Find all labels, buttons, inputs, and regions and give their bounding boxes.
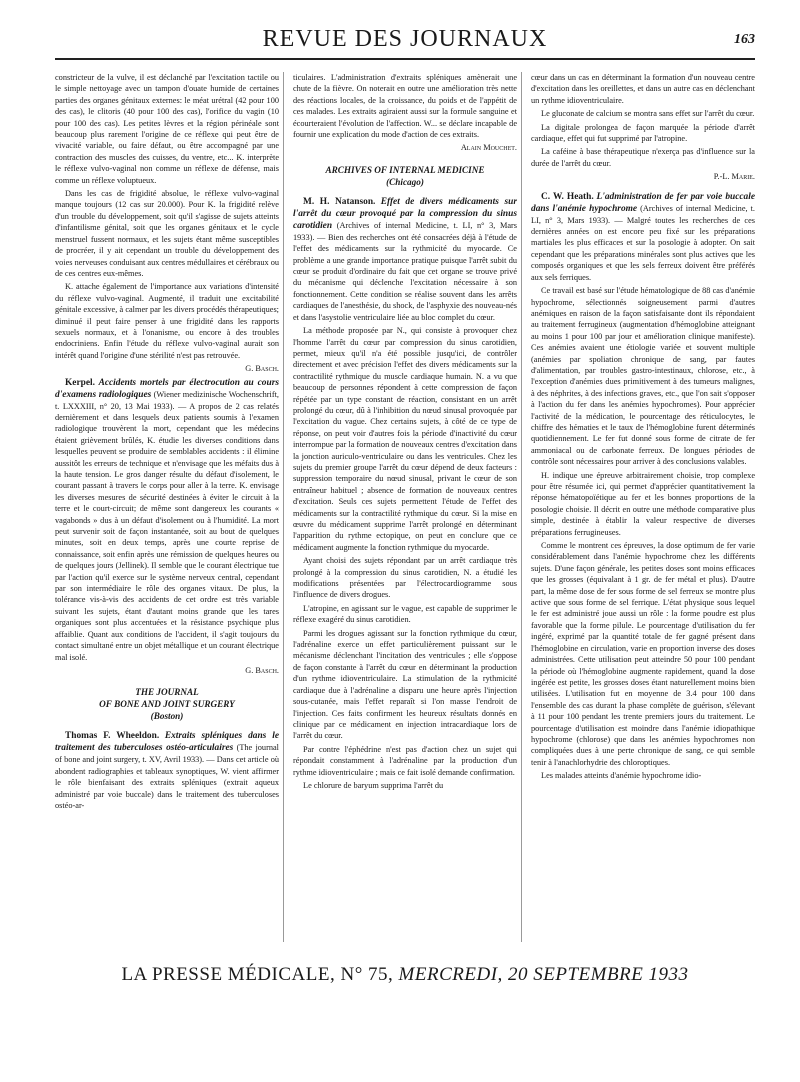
article-author: C. W. Heath. [541, 191, 594, 202]
paragraph: La digitale prolongea de façon marquée la période d'arrêt cardiaque, effet qui fut supprimé par l'atropine. [531, 122, 755, 144]
author-signature: G. Basch. [245, 665, 279, 675]
article-body: (Wiener medizinische Wochenschrift, t. LXXXIII, n° 20, 13 Mai 1933). — A propos de 2 cas relatés dernièrement et dans lesquels deux patients soumis à l'examen radiologique trouvèrent la mort, cependant que les médecins étaient grièvement brûlés, K. étudie les diverses conditions dans lesquelles peuvent se produire de semblables accidents : il élimine aussitôt les erreurs de technique et n'envisage que les méfaits dus à la haute tension. Le gros danger résulte du défaut d'isolement, le courant passant à travers le corps pour aller à la terre. K. envisage les diverses mesures de sécurité destinées à éviter le circuit à la terre et le court-circuit; de même sont dangereux les courants « vagabonds » dus à un défaut d'isolement ou à l'humidité. La mort peut survenir soit de façon instantanée, soit au bout de quelques minutes, soit en deux temps, après une courte reprise de connaissance, soit enfin après une rémission de quelques heures ou de quelques jours (Jellinek). Il semble que le courant électrique tue par l'action qu'il exerce sur le système nerveux central, cependant par son intermédiaire le rôle des organes vitaux. De plus, la tolérance vis-à-vis des accidents de cet ordre est très variable suivant les sujets, étant d'autant moins grande que les tares organiques sont plus accentuées et la résistance psychique plus affaiblie. Quant aux conditions de l'accident, il s'agit toujours du contact simultané entre un objet métallique et un courant électrique mal isolé. [55, 389, 279, 662]
journal-name: OF BONE AND JOINT SURGERY [99, 699, 235, 710]
paragraph: cœur dans un cas en déterminant la formation d'un nouveau centre d'excitation dans les oreillettes, et dans un autre cas en déclenchant un rythme idioventriculaire. [531, 73, 755, 105]
paragraph: L'atropine, en agissant sur le vague, est capable de supprimer le réflexe exagéré du sinus carotidien. [293, 603, 517, 625]
article-body: (Archives of internal Medicine, t. LI, n° 3, Mars 1933). — Bien des recherches ont été consacrées déjà à l'étude de l'effet des médicaments sur la rythmicité du myocarde. Ce problème a une grande importance pratique puisque l'arrêt subit du cœur se produit d'ordinaire du fait que cet organe se trouve privé du mécanisme qui déclenche l'excitation nécessaire à son fonctionnement. Cette condition se réalise souvent dans les arrêts cardiaques de l'anesthésie, du shock, de l'asphyxie des nouveau-nés et dans l'asystolie ventriculaire liée au bloc complet du cœur. [293, 220, 517, 322]
page-header [55, 22, 755, 62]
paragraph: constricteur de la vulve, il est déclanché par l'excitation tactile ou le simple nettoyage avec un tampon d'ouate humide de certaines parties des organes génitaux externes: le méat urétral (42 pour 100 des cas), le clitoris (40 pour 100 des cas), l'orifice du vagin (10 pour 100 des cas). Les petites lèvres et la région périnéale sont beaucoup plus rarement l'origine de ce réflexe qui peut être de vivacité variable, ou faire défaut, ou être accompagné par une contraction des muscles des cuisses, du ventre, etc... K. interprète le réflexe vulvo-vaginal non comme un réflexe de défense, mais comme un réflexe voluptueux. [55, 73, 279, 185]
paragraph: Dans les cas de frigidité absolue, le réflexe vulvo-vaginal manque toujours (12 cas sur 20.000). Pour K. la frigidité relève d'un trouble du développement, soit qu'il s'agisse de sujets atteints d'infantilisme génital, soit que les organes génitaux et le cycle menstruel fussent normaux, et les sujets étant même susceptibles de procréer, il y ait cependant un trouble du développement des voies nerveuses conduisant aux centres médullaires et cérébraux ou de ces centres eux-mêmes. [55, 189, 279, 278]
article-columns [55, 72, 755, 952]
author-signature: P.-L. Marie. [713, 172, 755, 182]
paragraph: Le gluconate de calcium se montra sans effet sur l'arrêt du cœur. [541, 109, 755, 119]
header-rule [55, 58, 755, 60]
paragraph: Les malades atteints d'anémie hypochrome idio- [541, 771, 702, 781]
column-middle [293, 72, 517, 952]
footer-date: MERCREDI, 20 SEPTEMBRE 1933 [398, 964, 689, 985]
journal-heading [55, 686, 279, 722]
paragraph: Par contre l'éphédrine n'est pas d'action chez un sujet qui répondait constamment à l'adrénaline par la production d'un rythme idioventriculaire ; mais ce fait isolé demande confirmation. [293, 744, 517, 777]
article-author: M. H. Natanson. [303, 196, 376, 207]
column-right [531, 72, 755, 952]
page-number: 163 [734, 32, 755, 47]
column-left [55, 72, 279, 952]
article-entry [55, 377, 279, 663]
paragraph: Parmi les drogues agissant sur la fonction rythmique du cœur, l'adrénaline exerce un effet particulièrement puissant sur le mécanisme déclenchant l'incitation des ventricules ; elle s'oppose de façon constante à l'arrêt du cœur en déterminant la production d'un rythme idioventriculaire. La stimulation de la rythmicité cardiaque due à l'adrénaline a disparu une heure après l'injection sous-cutanée, mais l'effet reparaît si l'on masse l'endroit de l'injection. Ces faits confirment les heureux résultats donnés en clinique par ce médicament en injection intracardiaque lors de l'arrêt du cœur. [293, 628, 517, 741]
paragraph: La caféine à base thérapeutique n'exerça pas d'influence sur la durée de l'arrêt du cœur. [531, 147, 755, 168]
article-entry [55, 730, 279, 811]
paragraph: H. indique une épreuve arbitrairement choisie, trop complexe pour être résumée ici, qui permet d'apprécier quantitativement la réponse hématopoïétique au fer et les bonnes proportions de la posologie choisie. Il décrit en outre une méthode comparative plus simple, destinée à établir la valeur respective de diverses préparations ferrugineuses. [531, 470, 755, 537]
author-signature: Alain Mouchet. [460, 143, 517, 153]
footer-issue-number: N° 75, [340, 964, 394, 985]
journal-city: (Boston) [150, 711, 184, 722]
footer-journal: LA PRESSE MÉDICALE, [121, 964, 336, 985]
article-author: Kerpel. [65, 377, 95, 388]
page-footer [55, 964, 755, 992]
paragraph: La méthode proposée par N., qui consiste à provoquer chez l'homme l'arrêt du cœur par compression du sinus carotidien, permet, mieux qu'il n'a été possible jusqu'ici, de contrôler directement et avec précision l'effet des divers médicaments sur la contractilité rythmique du muscle cardiaque humain. N. a vu que beaucoup de personnes répondent à cette compression de façon répétée par un type constant de réaction, consistant en un arrêt prolongé du cœur, dû à l'inhibition du nœud sinusal provoquée par l'excitation du vague. Chez certains sujets, à côté de ce type de réponse, on peut voir d'autres fois la période d'inactivité du cœur interrompue par la formation de nouveaux centres d'excitation dans la jonction auriculo-ventriculaire ou dans les ventricules. Chez les sujets du premier groupe l'arrêt du cœur dépend de deux facteurs : suppression temporaire du nœud sinusal, privant le cœur de son entraîneur habituel ; absence de formation de nouveaux centres d'excitation. Seuls ces sujets permettent l'étude de l'effet des médicaments sur la contractilité rythmique du cœur. Si la mise en œuvre du médicament supprime l'arrêt prolongé en déterminant l'apparition du rythme ectopique, on peut en conclure que ce médicament augmente la fonction rythmique du myocarde. [293, 326, 517, 552]
journal-city: (Chicago) [386, 176, 424, 187]
article-entry [293, 196, 517, 323]
author-signature: G. Basch. [245, 364, 279, 374]
journal-heading [293, 164, 517, 188]
paragraph: K. attache également de l'importance aux variations d'intensité du réflexe vulvo-vaginal. Augmenté, il traduit une excitabilité génitale excessive, à calmer par les divers procédés thérapeutiques; diminué il peut faire penser à une frigidité dans les rapports sexuels normaux, et à l'onanisme, ou encore à des troubles endocriniens. Enfin l'étude du réflexe vulvo-vaginal aurait son intérêt quand l'origine d'une stérilité n'est pas retrouvée. [55, 282, 279, 360]
article-title: Effet de divers médicaments sur l'arrêt du cœur provoqué par la compression du sinus carotidien [293, 196, 517, 231]
article-title: L'administration de fer par voie buccale dans l'anémie hypochrome [531, 191, 755, 214]
article-entry [531, 191, 755, 283]
article-body: (The journal of bone and joint surgery, t. XV, Avril 1933). — Dans cet article où abondent radiographies et tableaux synoptiques, W. vient affirmer le rôle bienfaisant des extraits spléniques (extrait aqueux administré par voie buccale) dans le traitement des tuberculoses ostéo-ar- [55, 743, 279, 810]
journal-name: THE JOURNAL [135, 687, 199, 698]
journal-name: ARCHIVES OF INTERNAL MEDICINE [325, 164, 485, 175]
article-body: (Archives of internal Medicine, t. LI, n° 3, Mars 1933). — Malgré toutes les recherches de ces dernières années on est encore peu fixé sur les préparations martiales les plus efficaces et sur la posologie à adopter. On sait cependant que les préparations minérales sont plus actives que les composés organiques et que les sels ferreux doivent être préférés aux sels ferriques. [531, 203, 755, 282]
paragraph: Comme le montrent ces épreuves, la dose optimum de fer varie considérablement dans l'anémie hypochrome chez les différents sujets. D'une façon générale, les petites doses sont moins efficaces que les grosses (équivalant à 1 gr. de fer métal et plus). D'autre part, la même dose de fer sous forme de sel ferreux se montre plus active que sous forme de sel ferrique. L'état physique sous lequel le fer est administré joue aussi un rôle : la forme poudre est plus favorable que la forme pilule. Le pourcentage d'utilisation du fer ingéré, exprimé par la quantité totale de fer gagné présent dans l'hémoglobine en circulation, varie en proportion inverse des doses administrées. Cette utilisation peut atteindre 50 pour 100 pendant la période où l'hémoglobine augmente rapidement, quand la dose ingérée est petite, les grosses doses étant naturellement moins bien utilisées. L'utilisation fut en moyenne de 3.4 pour 100 dans l'ensemble des cas durant la phase complète de guérison, s'élevant à 11 pour 100 pendant les trente premiers jours du traitement. Le pourcentage d'utilisation est moindre dans l'anémie idiopathique hypochrome (chlorose) que dans les anémies hypochromes non compliquées dues à une perte chronique de sang, ce qui semble tenir à l'anachlorhydrie des chloroptiques. [531, 541, 755, 767]
article-author: Thomas F. Wheeldon. [65, 731, 160, 742]
article-title: Accidents mortels par électrocution au cours d'examens radiologiques [55, 377, 279, 400]
paragraph: ticulaires. L'administration d'extraits spléniques amènerait une chute de la fièvre. On noterait en outre une amélioration très nette des réactions locales, de la croissance, du poids et de l'appétit de ces malades. Les extraits agiraient aussi sur la formule sanguine et écourteraient l'évolution de l'affection. W... se déclare incapable de fournir une explication du mode d'action de ces extraits. [293, 73, 517, 140]
paragraph: Ayant choisi des sujets répondant par un arrêt cardiaque très prolongé à la compression du sinus carotidien, N. a étudié les modifications présentées par l'électrocardiogramme sous l'influence de divers drogues. [293, 556, 517, 600]
page-title: REVUE DES JOURNAUX [262, 26, 548, 52]
article-title: Extraits spléniques dans le traitement des tuberculoses ostéo-articulaires [55, 731, 279, 754]
paragraph: Le chlorure de baryum supprima l'arrêt du [303, 780, 444, 790]
paragraph: Ce travail est basé sur l'étude hématologique de 88 cas d'anémie hypochrome, sélectionnés soigneusement parmi d'autres anémiques en raison de la façon satisfaisante dont ils répondaient au traitement ferrugineux (augmentation d'hémoglobine atteignant au moins 1 pour 100 par jour et amélioration clinique manifeste). Ces anémies avaient une étiologie variée et souvent multiple (anémies par spoliation chronique de sang, par fautes d'alimentation, par troubles gastro-intestinaux, chlorose, etc., à l'exception d'anémies dues primitivement à des tumeurs malignes, à des néphrites, à des infections graves, etc., que l'on sait s'opposer à l'action du fer dans les anémies hypochromes). Pour apprécier l'activité de la médication, le pourcentage des réticulocytes, le chiffre des hématies et le taux de l'hémoglobine furent déterminés quotidiennement. Le fer fut donné sous forme de citrate de fer ammoniacal ou de carbonate ferreux. De longues périodes de contrôle sont nécessaires pour arriver à des conclusions valables. [531, 286, 755, 467]
